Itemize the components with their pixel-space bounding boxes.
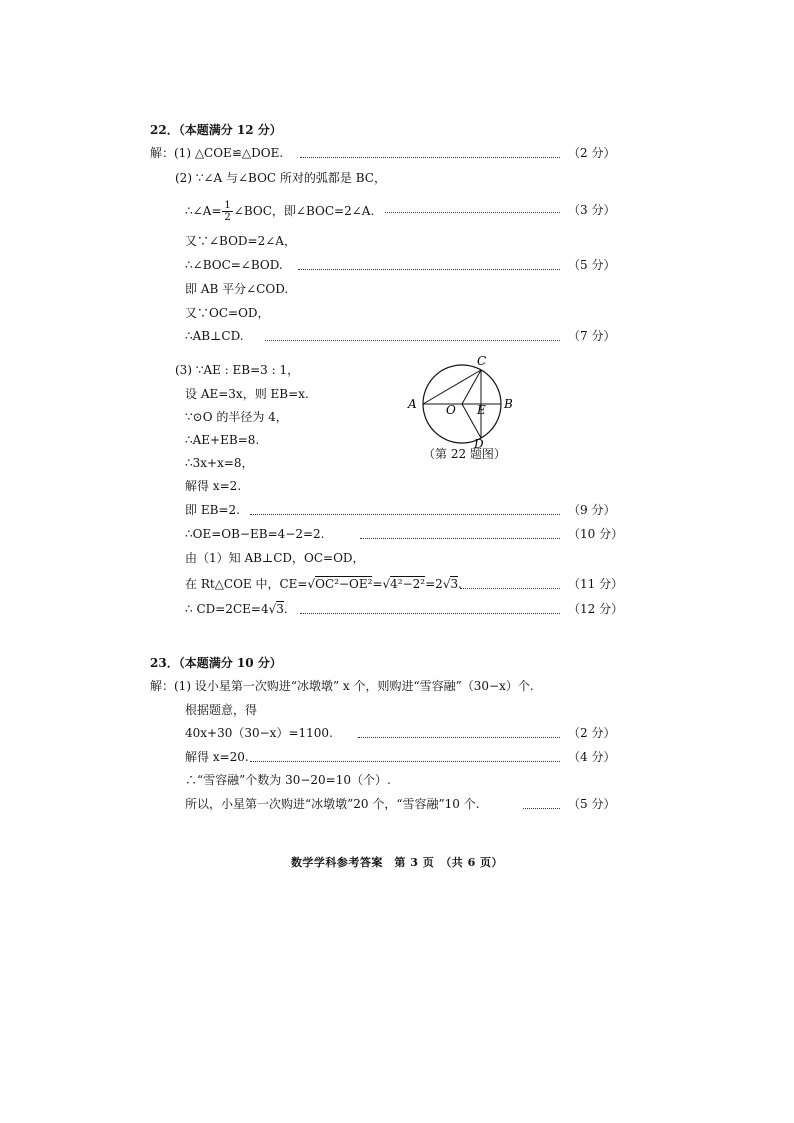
sqrt-sign: √: [442, 577, 451, 591]
score-label: （10 分）: [568, 527, 624, 541]
q22-line-7: 又∵OC=OD，: [185, 306, 270, 320]
q23-line-1: 解：(1) 设小星第一次购进“冰墩墩” x 个，则购进“雪容融”（30−x）个.: [150, 679, 534, 693]
q22-line-4: 又∵∠BOD=2∠A，: [185, 234, 296, 248]
fraction-half: [222, 200, 232, 223]
segment-ac: [423, 370, 481, 404]
leader-dots: [460, 588, 560, 589]
score-label: （11 分）: [568, 577, 624, 591]
q22-header: 22．（本题满分 12 分）: [150, 123, 282, 137]
q22-line-16: ∴OE=OB−EB=4−2=2.: [185, 527, 325, 541]
figure-caption: （第 22 题图）: [423, 447, 506, 461]
leader-dots: [265, 340, 560, 341]
sqrt-sign: √: [307, 577, 316, 591]
q23-line-5: ∴“雪容融”个数为 30−20=10（个）.: [185, 773, 391, 787]
radicand-1: OC²−OE²: [315, 577, 373, 591]
leader-dots: [523, 808, 560, 809]
leader-dots: [250, 514, 560, 515]
score-label: （5 分）: [568, 797, 616, 811]
fraction-denominator: 2: [224, 212, 231, 223]
q22-line-9: (3) ∵AE : EB=3 : 1，: [175, 363, 300, 377]
q22-line-3-a: ∴∠A=: [185, 204, 222, 218]
label-b: B: [504, 397, 513, 411]
q22-line-18: [185, 576, 462, 592]
score-label: （7 分）: [568, 329, 616, 343]
radicand-3: 3: [450, 577, 459, 591]
q23-line-3: 40x+30（30−x）=1100.: [185, 726, 333, 740]
score-label: （5 分）: [568, 258, 616, 272]
score-label: （9 分）: [568, 503, 616, 517]
score-label: （3 分）: [568, 203, 616, 217]
q22-line-10: 设 AE=3x，则 EB=x.: [185, 387, 309, 401]
q22-line-8: ∴AB⊥CD.: [185, 329, 244, 343]
q22-line-13: ∴3x+x=8，: [185, 456, 254, 470]
q22-line-15: 即 EB=2.: [185, 503, 240, 517]
radicand-2: 4²−2²: [390, 577, 426, 591]
radicand-4: 3: [276, 602, 284, 616]
q22-line-18-a: 在 Rt△COE 中，CE=: [185, 577, 308, 591]
q22-line-6: 即 AB 平分∠COD.: [185, 282, 289, 296]
sqrt-sign: √: [382, 577, 391, 591]
leader-dots: [358, 737, 560, 738]
q22-line-17: 由（1）知 AB⊥CD，OC=OD，: [185, 551, 365, 565]
q22-line-11: ∵⊙O 的半径为 4，: [185, 410, 288, 424]
label-c: C: [477, 354, 487, 368]
q22-line-18-d: .: [458, 577, 462, 591]
page-footer: 数学学科参考答案 第 3 页 （共 6 页）: [290, 856, 504, 869]
q22-line-2: (2) ∵∠A 与∠BOC 所对的弧都是 BC，: [175, 171, 386, 185]
leader-dots: [360, 538, 560, 539]
q23-line-4: 解得 x=20.: [185, 750, 249, 764]
sqrt-sign: √: [268, 602, 277, 616]
q22-line-19-a: ∴ CD=2CE=4: [185, 602, 269, 616]
score-label: （4 分）: [568, 750, 616, 764]
leader-dots: [300, 157, 560, 158]
q22-line-3-b: ∠BOC，即∠BOC=2∠A.: [233, 204, 375, 218]
q22-line-5: ∴∠BOC=∠BOD.: [185, 258, 283, 272]
leader-dots: [298, 269, 560, 270]
fraction-numerator: 1: [224, 200, 231, 211]
score-label: （2 分）: [568, 146, 616, 160]
q22-line-3: [185, 200, 374, 223]
q22-line-19: [185, 601, 288, 617]
label-a: A: [408, 397, 417, 411]
leader-dots: [250, 761, 560, 762]
q22-line-1: 解：(1) △COE≌△DOE.: [150, 146, 284, 160]
label-d: D: [474, 437, 484, 450]
q22-line-18-b: =: [372, 577, 383, 591]
q22-line-19-b: .: [283, 602, 288, 616]
label-o: O: [446, 403, 456, 417]
score-label: （2 分）: [568, 726, 616, 740]
leader-dots: [300, 613, 560, 614]
q23-line-2: 根据题意，得: [185, 703, 258, 717]
leader-dots: [385, 212, 560, 213]
score-label: （12 分）: [568, 602, 624, 616]
q22-line-12: ∴AE+EB=8.: [185, 433, 260, 447]
q22-line-14: 解得 x=2.: [185, 479, 242, 493]
label-e: E: [477, 403, 486, 417]
q23-line-6: 所以，小星第一次购进“冰墩墩”20 个，“雪容融”10 个.: [185, 797, 480, 811]
circle-diagram: [404, 354, 520, 450]
q23-header: 23．（本题满分 10 分）: [150, 656, 282, 670]
q22-line-18-c: =2: [425, 577, 443, 591]
